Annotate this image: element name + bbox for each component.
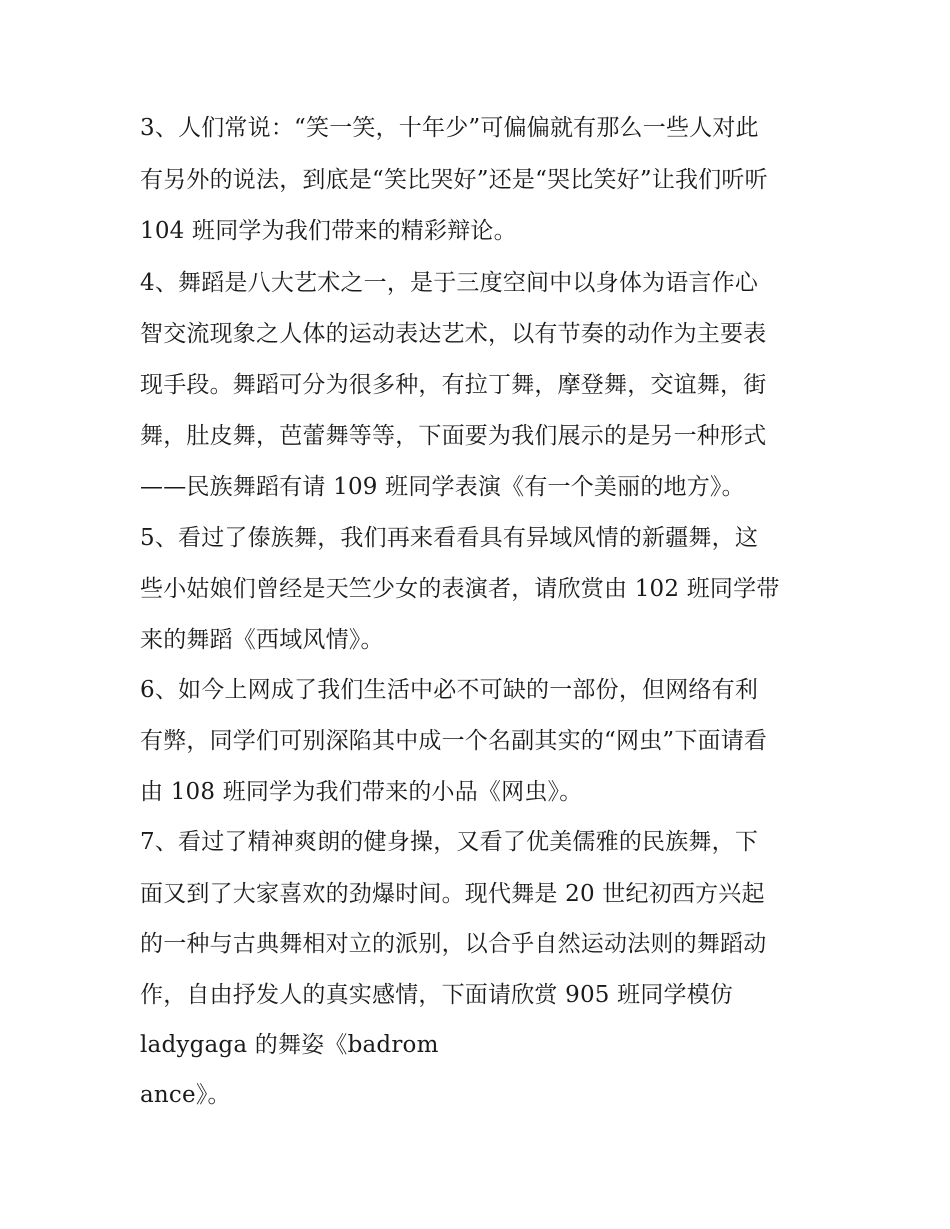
- text-line: ladygaga 的舞姿《badrom: [140, 1032, 439, 1058]
- text-line: 舞，肚皮舞，芭蕾舞等等，下面要为我们展示的是另一种形式: [140, 423, 767, 449]
- text-line: 6、如今上网成了我们生活中必不可缺的一部份，但网络有利: [140, 677, 759, 703]
- text-line: 现手段。舞蹈可分为很多种，有拉丁舞，摩登舞，交谊舞，街: [140, 372, 767, 398]
- text-line: 面又到了大家喜欢的劲爆时间。现代舞是 20 世纪初西方兴起: [140, 881, 765, 907]
- text-line: ——民族舞蹈有请 109 班同学表演《有一个美丽的地方》。: [140, 474, 745, 500]
- text-line: 来的舞蹈《西域风情》。: [140, 627, 384, 653]
- text-line: 智交流现象之人体的运动表达艺术，以有节奏的动作为主要表: [140, 321, 767, 347]
- text-line: 3、人们常说：“笑一笑，十年少”可偏偏就有那么一些人对此: [140, 115, 759, 141]
- text-line: ance》。: [140, 1082, 231, 1108]
- text-line: 104 班同学为我们带来的精彩辩论。: [140, 218, 517, 244]
- text-line: 5、看过了傣族舞，我们再来看看具有异域风情的新疆舞，这: [140, 525, 759, 551]
- text-line: 4、舞蹈是八大艺术之一，是于三度空间中以身体为语言作心: [140, 270, 759, 296]
- text-line: 由 108 班同学为我们带来的小品《网虫》。: [140, 779, 583, 805]
- text-line: 些小姑娘们曾经是天竺少女的表演者，请欣赏由 102 班同学带: [140, 576, 780, 602]
- text-line: 作，自由抒发人的真实感情，下面请欣赏 905 班同学模仿: [140, 982, 734, 1008]
- text-line: 7、看过了精神爽朗的健身操，又看了优美儒雅的民族舞，下: [140, 829, 759, 855]
- text-line: 有弊，同学们可别深陷其中成一个名副其实的“网虫”下面请看: [140, 728, 768, 754]
- text-line: 的一种与古典舞相对立的派别，以合乎自然运动法则的舞蹈动: [140, 931, 767, 957]
- text-line: 有另外的说法，到底是“笑比哭好”还是“哭比笑好”让我们听听: [140, 167, 768, 193]
